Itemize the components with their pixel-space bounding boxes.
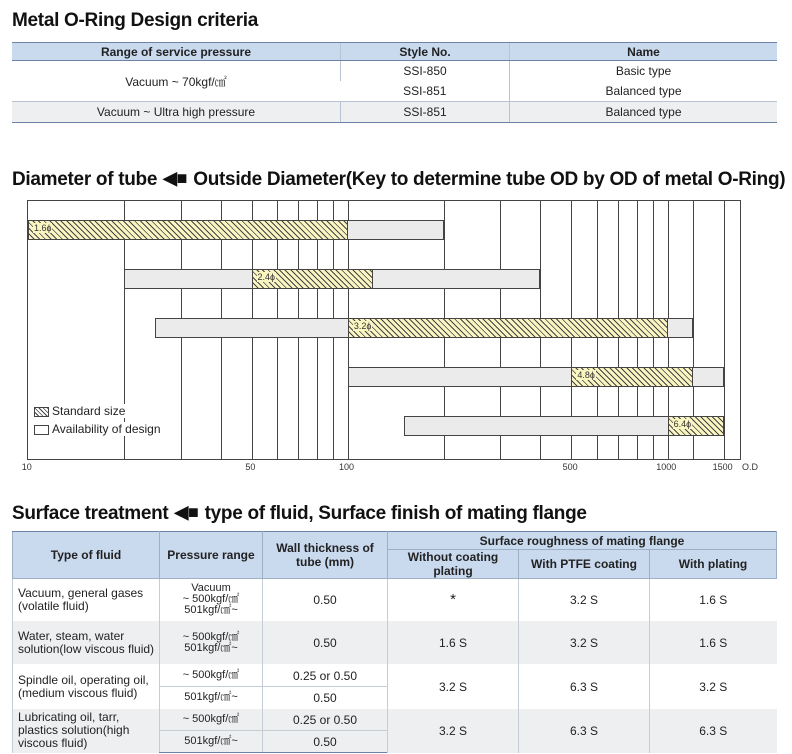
without-cell: 3.2 S xyxy=(388,709,519,753)
x-axis-unit: O.D xyxy=(742,462,759,472)
design-criteria-table xyxy=(12,42,777,123)
pressure-range-cell: ~ 500kgf/㎠ xyxy=(160,709,263,731)
fluid-cell: Vacuum, general gases (volatile fluid) xyxy=(13,579,160,621)
x-tick-label: 500 xyxy=(562,462,578,472)
without-cell: 3.2 S xyxy=(388,665,519,709)
fluid-cell: Spindle oil, operating oil, (medium viscous fluid) xyxy=(13,665,160,709)
left-arrow-icon: ◀■ xyxy=(163,168,188,188)
header-without: Without coating plating xyxy=(388,550,519,579)
left-arrow-icon: ◀■ xyxy=(174,502,199,522)
pressure-range-cell: 501kgf/㎠~ xyxy=(160,687,263,709)
without-cell: 1.6 S xyxy=(388,621,519,665)
series-label: 4.8ɸ xyxy=(577,370,595,380)
plating-cell: 3.2 S xyxy=(650,665,777,709)
style-cell: SSI-851 xyxy=(403,84,447,98)
wall-cell: 0.25 or 0.50 xyxy=(263,709,388,731)
header-style: Style No. xyxy=(341,43,510,61)
surface-title-left: Surface treatment xyxy=(12,503,169,524)
ptfe-cell: 6.3 S xyxy=(519,665,650,709)
standard-size-bar xyxy=(252,269,374,289)
header-pressure-range: Pressure range xyxy=(160,532,263,579)
series-label: 6.4ɸ xyxy=(673,419,692,429)
wall-cell: 0.50 xyxy=(263,731,388,753)
surface-table xyxy=(12,531,777,753)
wall-cell: 0.50 xyxy=(263,687,388,709)
standard-size-bar xyxy=(668,416,724,436)
wall-cell: 0.25 or 0.50 xyxy=(263,665,388,687)
plating-cell: 1.6 S xyxy=(650,579,777,621)
legend-standard: Standard size xyxy=(32,404,127,418)
wall-cell: 0.50 xyxy=(263,621,388,665)
header-wall: Wall thickness of tube (mm) xyxy=(263,532,388,579)
series-label: 2.4ɸ xyxy=(257,272,276,282)
legend-available: Availability of design xyxy=(32,422,163,436)
od-title-left: Diameter of tube xyxy=(12,169,158,190)
wall-cell: 0.50 xyxy=(263,579,388,621)
surface-section-title xyxy=(12,503,587,525)
ptfe-cell: 3.2 S xyxy=(519,621,650,665)
style-cell: SSI-850 xyxy=(341,61,510,82)
x-tick-label: 1500 xyxy=(712,462,733,472)
header-plating: With plating xyxy=(650,550,777,579)
name-cell: Basic type xyxy=(510,61,778,82)
header-fluid: Type of fluid xyxy=(13,532,160,579)
plating-cell: 1.6 S xyxy=(650,621,777,665)
x-tick-label: 10 xyxy=(21,462,32,472)
pressure-range-cell: ~ 500kgf/㎠ 501kgf/㎠~ xyxy=(160,621,263,665)
plating-cell: 6.3 S xyxy=(650,709,777,753)
design-criteria-title: Metal O-Ring Design criteria xyxy=(12,10,259,31)
x-tick-label: 100 xyxy=(339,462,355,472)
fluid-cell: Lubricating oil, tarr, plastics solution(high viscous fluid) xyxy=(13,709,160,753)
pressure-range-cell: Vacuum ~ 500kgf/㎠ 501kgf/㎠~ xyxy=(160,579,263,621)
empty-swatch-icon xyxy=(34,425,49,435)
od-chart xyxy=(27,200,741,460)
header-ptfe: With PTFE coating xyxy=(519,550,650,579)
x-tick-label: 50 xyxy=(245,462,256,472)
od-title-right: Outside Diameter(Key to determine tube OD by OD of metal O-Ring) xyxy=(193,169,786,190)
standard-size-bar xyxy=(571,367,693,387)
x-tick-label: 1000 xyxy=(656,462,677,472)
standard-size-bar xyxy=(28,220,348,240)
pressure-range-cell: ~ 500kgf/㎠ xyxy=(160,665,263,687)
hatch-swatch-icon xyxy=(34,407,49,417)
name-cell: Balanced type xyxy=(510,81,778,102)
name-cell: Balanced type xyxy=(510,102,778,123)
header-roughness: Surface roughness of mating flange xyxy=(388,532,777,550)
header-name: Name xyxy=(510,43,778,61)
pressure-cell: Vacuum ~ Ultra high pressure xyxy=(12,102,341,123)
fluid-cell: Water, steam, water solution(low viscous fluid) xyxy=(13,621,160,665)
style-cell: SSI-851 xyxy=(341,102,510,123)
series-label: 3.2ɸ xyxy=(353,321,372,331)
header-pressure: Range of service pressure xyxy=(12,43,341,61)
od-section-title xyxy=(12,169,785,191)
ptfe-cell: 3.2 S xyxy=(519,579,650,621)
without-cell: * xyxy=(388,579,519,621)
grid-line xyxy=(724,201,725,459)
standard-size-bar xyxy=(348,318,668,338)
surface-title-right: type of fluid, Surface finish of mating flange xyxy=(204,503,587,524)
ptfe-cell: 6.3 S xyxy=(519,709,650,753)
pressure-range-cell: 501kgf/㎠~ xyxy=(160,731,263,753)
pressure-cell: Vacuum ~ 70kgf/㎠ xyxy=(125,74,227,89)
series-label: 1.6ɸ xyxy=(34,223,52,233)
